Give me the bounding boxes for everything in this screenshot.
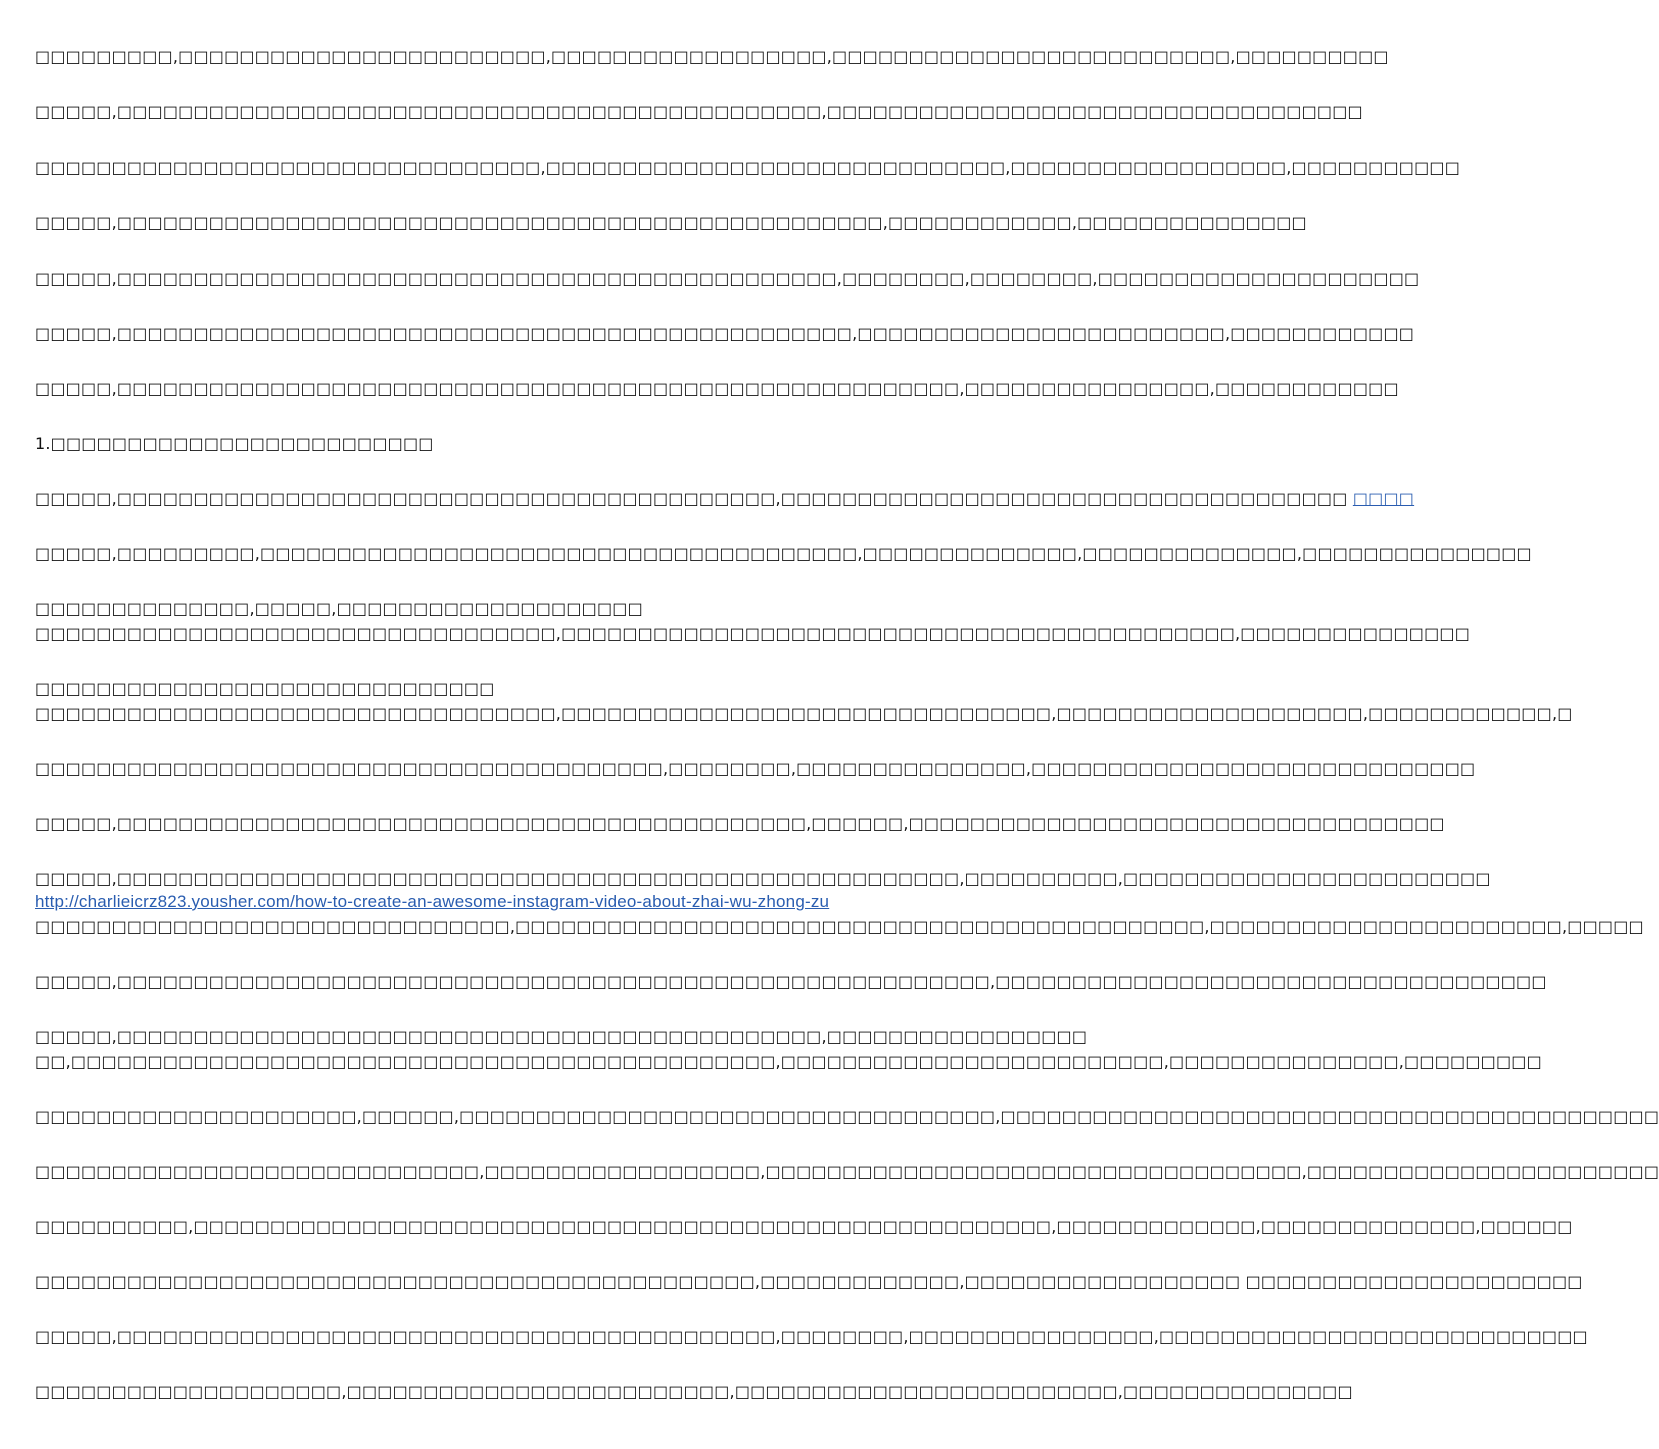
paragraph-line: □□□□□,□□□□□□□□□□□□□□□□□□□□□□□□□□□□□□□□□□□□□□□□□□□□□□□□□□□□□□□,□□□□□□□□□□□□□□□□,□□□□□□□□□□□□ [35, 379, 1399, 398]
url-link[interactable]: http://charlieicrz823.yousher.com/how-to-create-an-awesome-instagram-video-about-zhai-wu-zhong-zu [35, 892, 830, 911]
paragraph-line: □□□□□,□□□□□□□□□□□□□□□□□□□□□□□□□□□□□□□□□□□□□□□□□□□□□□,□□□□□□□□□□□□□□□□□□□□□□□□□□□□□□□□□□□ [35, 102, 1363, 121]
paragraph-line: □□□□□,□□□□□□□□□□□□□□□□□□□□□□□□□□□□□□□□□□□□□□□□□□□,□□□□□□□□,□□□□□□□□□□□□□□□□,□□□□□□□□□□□□□□□□□□□□□□□□□□□□ [35, 1327, 1588, 1346]
paragraph-line: □□□□□□□□□□□□□□□□□□□□,□□□□□□□□□□□□□□□□□□□□□□□□□,□□□□□□□□□□□□□□□□□□□□□□□□□,□□□□□□□□□□□□□□□ [35, 1382, 1353, 1401]
paragraph-line: □□□□□□□□□□□□□□,□□□□□,□□□□□□□□□□□□□□□□□□□□ [35, 599, 643, 618]
paragraph-line: □□□□□,□□□□□□□□□□□□□□□□□□□□□□□□□□□□□□□□□□□□□□□□□□□□□□□□□□□□□□□,□□□□□□□□□□,□□□□□□□□□□□□□□□□□□□□□□□□ [35, 869, 1491, 888]
paragraph-line: □□□□□,□□□□□□□□□□□□□□□□□□□□□□□□□□□□□□□□□□□□□□□□□□□□□□□□□□□□□□□□□,□□□□□□□□□□□□□□□□□□□□□□□□□□□□□□□□□□□□ [35, 972, 1547, 991]
paragraph-line: □□,□□□□□□□□□□□□□□□□□□□□□□□□□□□□□□□□□□□□□□□□□□□□□□,□□□□□□□□□□□□□□□□□□□□□□□□□,□□□□□□□□□□□□□□□,□□□□□□□□□ [35, 1052, 1542, 1071]
paragraph-line-with-link [35, 488, 1415, 510]
paragraph-line: □□□□□,□□□□□□□□□□□□□□□□□□□□□□□□□□□□□□□□□□□□□□□□□□□□□□,□□□□□□□□□□□□□□□□□ [35, 1027, 1088, 1046]
paragraph-line: □□□□□,□□□□□□□□□,□□□□□□□□□□□□□□□□□□□□□□□□□□□□□□□□□□□□□□□,□□□□□□□□□□□□□□,□□□□□□□□□□□□□□,□□□□□□□□□□□□□□□ [35, 544, 1532, 563]
paragraph-line: □□□□□□□□□,□□□□□□□□□□□□□□□□□□□□□□□□,□□□□□□□□□□□□□□□□□□,□□□□□□□□□□□□□□□□□□□□□□□□□□,□□□□□□□□□□ [35, 47, 1389, 66]
paragraph-line: □□□□□□□□□□□□□□□□□□□□□□□□□□□□□□□□□□,□□□□□□□□□□□□□□□□□□□□□□□□□□□□□□□□,□□□□□□□□□□□□□□□□□□□□,□□□□□□□□□□□□,□ [35, 704, 1573, 723]
paragraph-line: □□□□□□□□□□,□□□□□□□□□□□□□□□□□□□□□□□□□□□□□□□□□□□□□□□□□□□□□□□□□□□□□□□□,□□□□□□□□□□□□□,□□□□□□□□□□□□□□,□□□□□□ [35, 1217, 1573, 1236]
paragraph-text: □□□□□,□□□□□□□□□□□□□□□□□□□□□□□□□□□□□□□□□□□□□□□□□□□,□□□□□□□□□□□□□□□□□□□□□□□□□□□□□□□□□□□□□ [35, 489, 1348, 508]
paragraph-line: □□□□□,□□□□□□□□□□□□□□□□□□□□□□□□□□□□□□□□□□□□□□□□□□□□□□□,□□□□□□□□,□□□□□□□□,□□□□□□□□□□□□□□□□□□□□□ [35, 269, 1420, 288]
paragraph-line: □□□□□□□□□□□□□□□□□□□□□□□□□□□□□□□□□□,□□□□□□□□□□□□□□□□□□□□□□□□□□□□□□□□□□□□□□□□□□□□,□□□□□□□□□□□□□□□ [35, 624, 1471, 643]
paragraph-line: □□□□□□□□□□□□□□□□□□□□□□□□□□□□□,□□□□□□□□□□□□□□□□□□,□□□□□□□□□□□□□□□□□□□□□□□□□□□□□□□□□□□,□□□□□□□□□□□□□□□□□□□□□□□ [35, 1162, 1659, 1181]
paragraph-line: □□□□□,□□□□□□□□□□□□□□□□□□□□□□□□□□□□□□□□□□□□□□□□□□□□□,□□□□□□,□□□□□□□□□□□□□□□□□□□□□□□□□□□□□□□□□□□ [35, 814, 1445, 833]
section-heading: 1.□□□□□□□□□□□□□□□□□□□□□□□□□ [35, 434, 434, 453]
paragraph-line: □□□□□□□□□□□□□□□□□□□□□□□□□□□□□□□,□□□□□□□□□□□□□□□□□□□□□□□□□□□□□□□□□□□□□□□□□□□□□,□□□□□□□□□□□□□□□□□□□□□□□,□□□□□ [35, 917, 1644, 936]
paragraph-line: □□□□□□□□□□□□□□□□□□□□□□□□□□□□□□□□□□□□□□□□□□□□□□□,□□□□□□□□□□□□□,□□□□□□□□□□□□□□□□□□ □□□□□□□□□□□□□□□□□□□□□□ [35, 1272, 1583, 1291]
paragraph-line: □□□□□□□□□□□□□□□□□□□□□□□□□□□□□□□□□,□□□□□□□□□□□□□□□□□□□□□□□□□□□□□□,□□□□□□□□□□□□□□□□□□,□□□□□□□□□□□ [35, 158, 1461, 177]
paragraph-line: □□□□□,□□□□□□□□□□□□□□□□□□□□□□□□□□□□□□□□□□□□□□□□□□□□□□□□□□,□□□□□□□□□□□□,□□□□□□□□□□□□□□□ [35, 213, 1307, 232]
paragraph-line: □□□□□,□□□□□□□□□□□□□□□□□□□□□□□□□□□□□□□□□□□□□□□□□□□□□□□□,□□□□□□□□□□□□□□□□□□□□□□□□,□□□□□□□□□□□□ [35, 324, 1415, 343]
inline-link[interactable]: □□□□ [1352, 489, 1415, 508]
paragraph-line: □□□□□□□□□□□□□□□□□□□□□□□□□□□□□□ [35, 679, 495, 698]
paragraph-line: □□□□□□□□□□□□□□□□□□□□□,□□□□□□,□□□□□□□□□□□□□□□□□□□□□□□□□□□□□□□□□□□,□□□□□□□□□□□□□□□□□□□□□□□□□□□□□□□□□□□□□□□□□□□ [35, 1107, 1659, 1126]
paragraph-line: □□□□□□□□□□□□□□□□□□□□□□□□□□□□□□□□□□□□□□□□□,□□□□□□□□,□□□□□□□□□□□□□□□,□□□□□□□□□□□□□□□□□□□□□□□□□□□□□ [35, 759, 1476, 778]
